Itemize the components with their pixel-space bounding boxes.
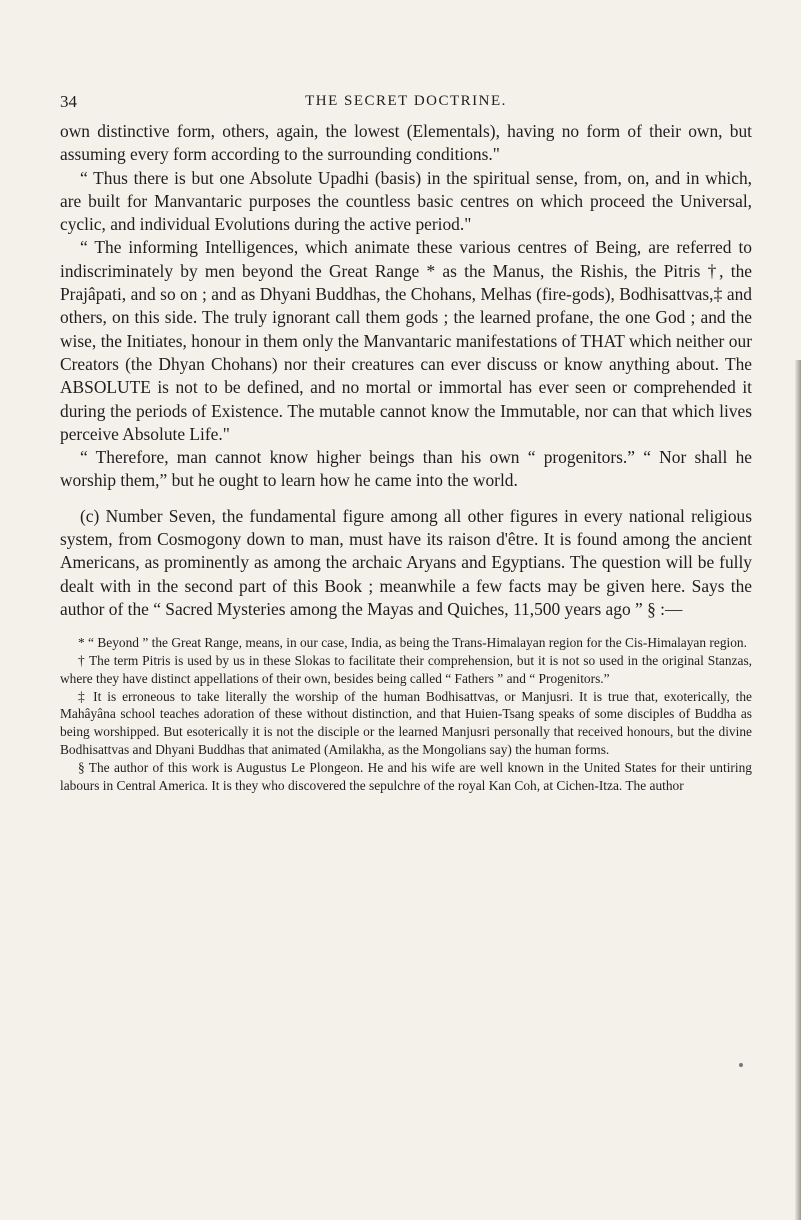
ink-speck [739, 1063, 743, 1067]
body-paragraph: “ The informing Intelligences, which animate these various centres of Being, are referred to indiscriminately by men beyond the Great Range * as the Manus, the Rishis, the Pitris †, the Prajâpati, and so on ; and as Dhyani Buddhas, the Chohans, Melhas (fire-gods), Bodhisattvas,‡ and others, on this side. The truly ignorant call them gods ; the learned profane, the one God ; and the wise, the Initiates, honour in them only the Manvantaric manifestations of THAT which neither our Creators (the Dhyan Chohans) nor their creatures can ever discuss or know anything about. The ABSOLUTE is not to be defined, and no mortal or immortal has ever seen or comprehended it during the periods of Existence. The mutable cannot know the Immutable, nor can that which lives perceive Absolute Life." [60, 237, 752, 444]
footnote: § The author of this work is Augustus Le Plongeon. He and his wife are well known in the United States for their untiring labours in Central America. It is they who discovered the sepulchre of the royal Kan Coh, at Cichen-Itza. The author [60, 759, 752, 793]
running-title: THE SECRET DOCTRINE. [305, 93, 507, 109]
footnote: † The term Pitris is used by us in these Slokas to facilitate their comprehension, but it is not so used in the original Stanzas, where they have distinct appellations of their own, besides being called “ Fathers ” and “ Progenitors.” [60, 653, 752, 686]
page-number: 34 [60, 92, 77, 111]
body-paragraph: “ Thus there is but one Absolute Upadhi (basis) in the spiritual sense, from, on, and in which, are built for Manvantaric purposes the countless basic centres on which proceed the Universal, cyclic, and individual Evolutions during the active period." [60, 167, 752, 235]
body-text [60, 120, 752, 621]
body-paragraph: own distinctive form, others, again, the lowest (Elementals), having no form of their own, but assuming every form according to the surrounding conditions." [60, 121, 752, 165]
body-paragraph: (c) Number Seven, the fundamental figure among all other figures in every national religious system, from Cosmogony down to man, must have its raison d'être. It is found among the ancient Americans, as prominently as among the archaic Aryans and Egyptians. The question will be fully dealt with in the second part of this Book ; meanwhile a few facts may be given here. Says the author of the “ Sacred Mysteries among the Mayas and Quiches, 11,500 years ago ” § :— [60, 505, 752, 619]
body-paragraph: “ Therefore, man cannot know higher beings than his own “ progenitors.” “ Nor shall he worship them,” but he ought to learn how he came into the world. [60, 447, 752, 491]
footnotes [60, 631, 752, 794]
page-edge-shadow [795, 360, 801, 1220]
book-page [60, 92, 752, 794]
footnote: * “ Beyond ” the Great Range, means, in our case, India, as being the Trans-Himalayan region for the Cis-Himalayan region. [78, 635, 747, 651]
footnote: ‡ It is erroneous to take literally the worship of the human Bodhisattvas, or Manjusri. It is true that, exoterically, the Mahâyâna school teaches adoration of these without distinction, and that Huien-Tsang speaks of some disciples of Buddha as being worshipped. But esoterically it is not the disciple or the learned Manjusri personally that received honours, but the divine Bodhisattvas and Dhyani Buddhas that animated (Amilakha, as the Mongolians say) the human forms. [60, 688, 752, 758]
page-header [60, 92, 752, 118]
